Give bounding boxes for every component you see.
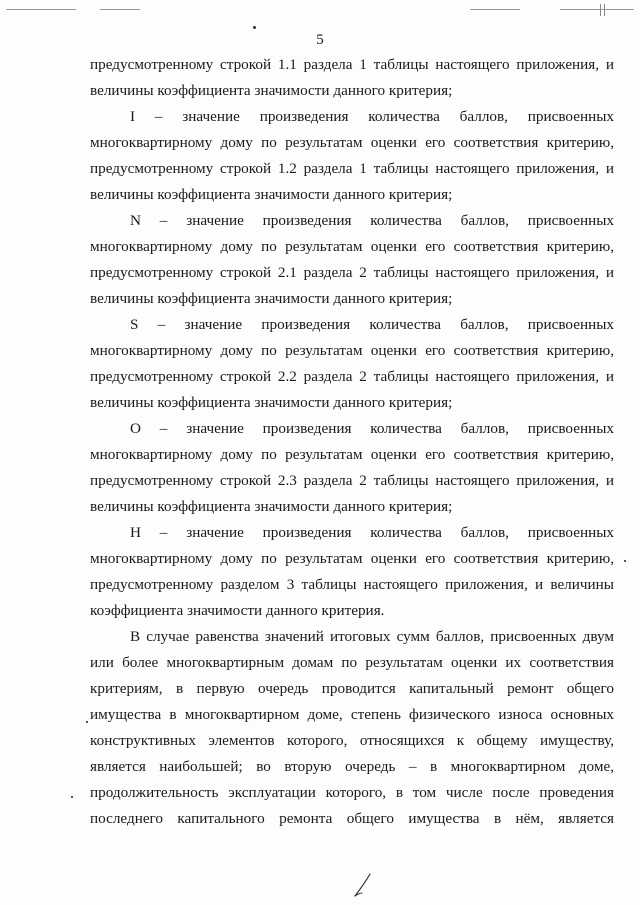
paragraph: I – значение произведения количества баллов, присвоенных многоквартирному дому по результатам оценки его соответствия критерию, предусмотренному строкой 1.2 раздела 1 таблицы настоящего приложения, и величины коэффициента значимости данного критерия;	[90, 108, 614, 203]
paragraph: S – значение произведения количества баллов, присвоенных многоквартирному дому по результатам оценки его соответствия критерию, предусмотренному строкой 2.2 раздела 2 таблицы настоящего приложения, и величины коэффициента значимости данного критерия;	[90, 316, 614, 411]
pen-stroke-mark	[352, 872, 374, 898]
paragraph: H – значение произведения количества баллов, присвоенных многоквартирному дому по результатам оценки его соответствия критерию, предусмотренному разделом 3 таблицы настоящего приложения, и величины коэффициента значимости данного критерия.	[90, 524, 614, 619]
page-number: 5	[316, 32, 324, 48]
paragraph: предусмотренному строкой 1.1 раздела 1 таблицы настоящего приложения, и величины коэффициента значимости данного критерия;	[90, 56, 614, 99]
body-text	[90, 52, 614, 832]
paragraph: O – значение произведения количества баллов, присвоенных многоквартирному дому по результатам оценки его соответствия критерию, предусмотренному строкой 2.3 раздела 2 таблицы настоящего приложения, и величины коэффициента значимости данного критерия;	[90, 420, 614, 515]
paragraph: В случае равенства значений итоговых сумм баллов, присвоенных двум или более многоквартирным домам по результатам оценки их соответствия критериям, в первую очередь проводится капитальный ремонт общего имущества в многоквартирном доме, степень физического износа основных конструктивных элементов которого, относящихся к общему имуществу, является наибольшей; во вторую очередь – в многоквартирном доме, продолжительность эксплуатации которого, в том числе после проведения последнего капитального ремонта общего имущества в нём, является	[90, 628, 614, 827]
scan-speck	[624, 560, 626, 562]
scan-dot	[253, 26, 256, 29]
paragraph: N – значение произведения количества баллов, присвоенных многоквартирному дому по результатам оценки его соответствия критерию, предусмотренному строкой 2.1 раздела 2 таблицы настоящего приложения, и величины коэффициента значимости данного критерия;	[90, 212, 614, 307]
scan-speck	[71, 796, 73, 798]
scan-edge-artifact	[0, 0, 640, 16]
scan-speck	[86, 721, 88, 723]
